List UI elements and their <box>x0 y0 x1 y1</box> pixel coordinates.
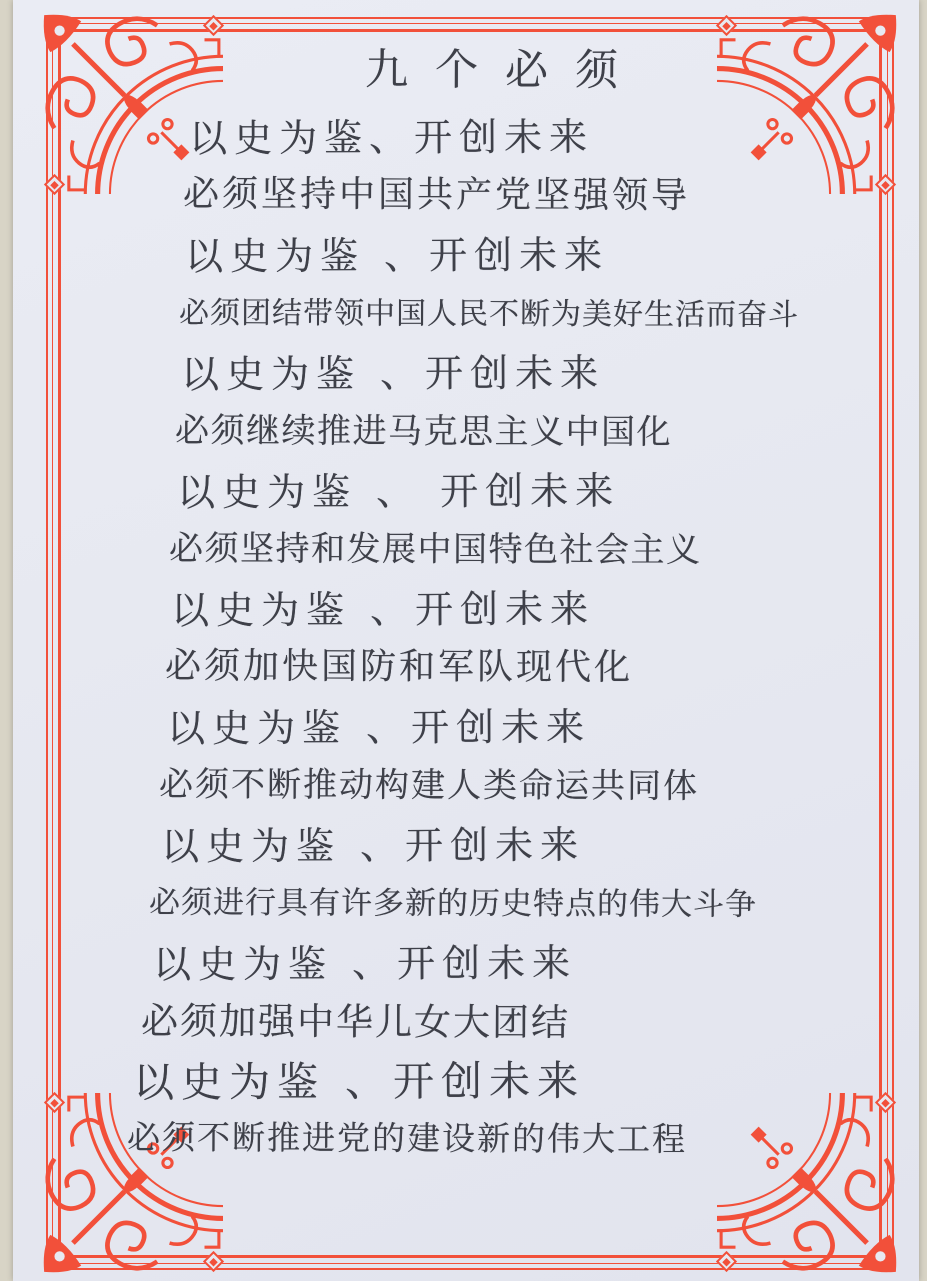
text-line-must-1: 必须坚持中国共产党坚强领导 <box>182 173 691 217</box>
text-line-must-5: 必须加快国防和军队现代化 <box>164 645 634 689</box>
handwritten-text-block <box>13 0 919 1281</box>
text-line-must-8: 必须加强中华儿女大团结 <box>140 999 571 1044</box>
text-line-refrain: 以史为鉴 、开创未来 <box>166 704 592 751</box>
text-line-refrain: 以史为鉴 、开创未来 <box>152 940 578 987</box>
text-line-refrain: 以史为鉴 、开创未来 <box>170 586 596 633</box>
text-line-refrain: 以史为鉴 、开创未来 <box>132 1056 586 1107</box>
page-title: 九个必须 <box>364 44 646 96</box>
text-line-refrain: 以史为鉴 、开创未来 <box>160 822 586 869</box>
text-line-must-7: 必须进行具有许多新的历史特点的伟大斗争 <box>148 884 758 923</box>
text-line-refrain: 以史为鉴、开创未来 <box>188 114 595 161</box>
text-line-refrain: 以史为鉴 、 开创未来 <box>176 468 621 515</box>
text-line-must-2: 必须团结带领中国人民不断为美好生活而奋斗 <box>178 295 800 333</box>
text-line-refrain: 以史为鉴 、开创未来 <box>180 350 606 397</box>
text-line-must-9: 必须不断推进党的建设新的伟大工程 <box>126 1117 688 1159</box>
text-line-refrain: 以史为鉴 、开创未来 <box>184 232 610 279</box>
text-line-must-4: 必须坚持和发展中国特色社会主义 <box>168 528 702 571</box>
text-line-must-6: 必须不断推动构建人类命运共同体 <box>158 764 700 807</box>
text-line-must-3: 必须继续推进马克思主义中国化 <box>174 410 673 453</box>
paper-sheet <box>13 0 919 1281</box>
